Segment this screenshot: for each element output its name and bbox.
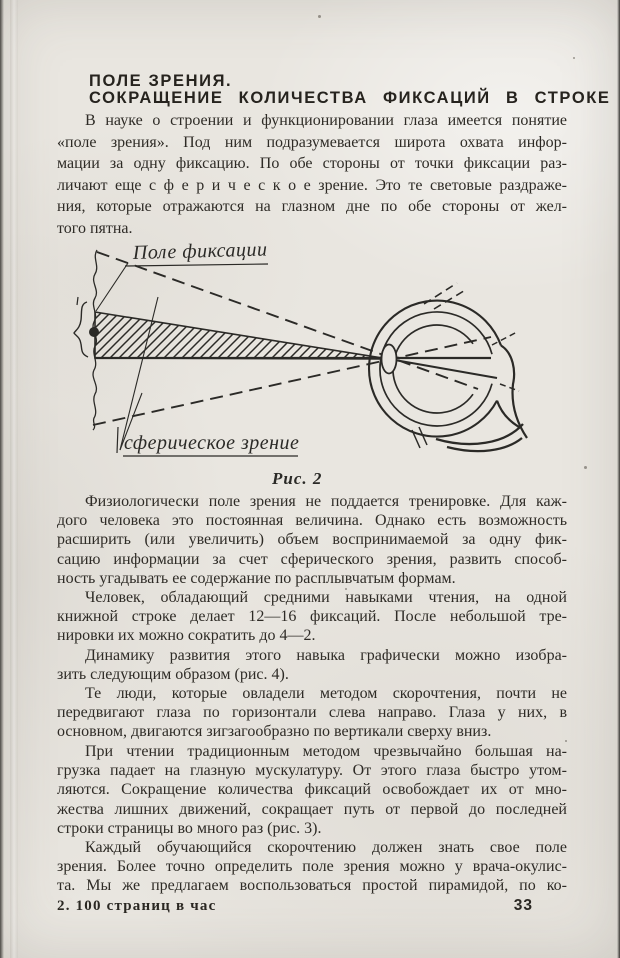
paragraph bbox=[57, 838, 567, 896]
text-line: Физиологически поле зрения не поддается тренировке. Для каж- bbox=[85, 493, 567, 510]
text-line: книжной строке делает 12—16 фиксаций. После небольшой тре- bbox=[57, 608, 567, 626]
eye-dash-marks-right bbox=[492, 332, 519, 391]
figure-label-spherical-vision: сферическое зрение bbox=[124, 432, 300, 454]
optic-nerve-curve-a bbox=[436, 424, 523, 444]
figure-eye-diagram bbox=[40, 234, 580, 496]
text-line: ляются. Сокращение количества фиксаций освобождает их от мно- bbox=[57, 781, 567, 799]
fixation-point-dot bbox=[89, 327, 99, 337]
figure-label-field-of-fixation: Поле фиксации bbox=[132, 238, 268, 264]
spherical-vision-upper-dashed-line bbox=[97, 252, 478, 389]
paper-speck bbox=[573, 57, 575, 59]
text-line: зрения. Более точно определить поле зрения можно у врача-окулис- bbox=[57, 858, 567, 876]
text-line: передвигают глаза по горизонтали слева направо. Глаза у них, в bbox=[57, 704, 567, 722]
eye-muscle-marks-bottom bbox=[412, 427, 427, 448]
brace-tick bbox=[77, 297, 78, 305]
text-line: Те люди, которые овладели методом скорочтения, почти не bbox=[85, 685, 567, 702]
eye-retina-wall bbox=[393, 325, 473, 413]
text-line: ность угадывать ее содержание по расплывчатым формам. bbox=[57, 569, 456, 587]
text-line: дого человека это постоянная величина. Однако есть возможность bbox=[57, 512, 567, 530]
figure-caption: Рис. 2 bbox=[272, 469, 323, 488]
label-leader-top bbox=[96, 263, 128, 311]
page-footer bbox=[57, 897, 533, 915]
section-heading-line1: ПОЛЕ ЗРЕНИЯ. bbox=[89, 72, 233, 90]
text-line: нировки их можно сократить до 4—2. bbox=[57, 627, 316, 645]
page-number: 33 bbox=[513, 897, 533, 914]
text-line: основном, двигаются зигзагообразно по вертикали сверху вниз. bbox=[57, 723, 492, 741]
text-line: того пятна. bbox=[57, 219, 133, 237]
eye-inner-wall bbox=[380, 312, 492, 426]
text-line: При чтении традиционным методом чрезвычайно большая на- bbox=[85, 743, 567, 760]
text-line: грузка падает на глазную мускулатуру. От этого глаза быстро утом- bbox=[57, 762, 567, 780]
text-line: «поле зрения». Под ним подразумевается широта охвата инфор- bbox=[57, 133, 567, 151]
fixation-brace bbox=[74, 302, 88, 357]
paper-speck bbox=[318, 15, 321, 18]
label-tick-bottom bbox=[117, 427, 118, 453]
text-line: Человек, обладающий средними навыками чтения, на одной bbox=[85, 589, 567, 606]
paragraph bbox=[57, 588, 567, 646]
text-line: В науке о строении и функционировании глаза имеется понятие bbox=[85, 112, 567, 129]
scan-edge-left bbox=[0, 0, 4, 958]
text-line: сацию информации за счет сферического зрения, развить способ- bbox=[57, 550, 567, 568]
label-underline-top bbox=[125, 264, 268, 266]
text-line: Динамику развития этого навыка графически можно изобра- bbox=[85, 647, 567, 664]
text-line: мации за одну фиксацию. По обе стороны от точки фиксации раз- bbox=[57, 155, 567, 173]
paper-crease bbox=[10, 0, 18, 958]
printers-signature: 2. 100 страниц в час bbox=[57, 898, 217, 914]
text-line: та. Мы же предлагаем воспользоваться простой пирамидой, по ко- bbox=[57, 877, 567, 895]
text-line: ния, которые отражаются на глазном дне по обе стороны от жел- bbox=[57, 198, 567, 216]
paragraph bbox=[57, 742, 567, 838]
text-line: строки страницы во много раз (рис. 3). bbox=[57, 819, 322, 837]
text-line: зить следующим образом (рис. 4). bbox=[57, 666, 289, 684]
paragraph bbox=[57, 684, 567, 742]
fixation-cone-hatched bbox=[95, 312, 389, 359]
paper-speck bbox=[584, 466, 587, 469]
text-line: жества лишних движений, сокращает путь от первой до последней bbox=[57, 800, 567, 818]
text-line: расширить (или увеличить) объем воспринимаемой за одну фик- bbox=[57, 531, 567, 549]
paragraph bbox=[57, 492, 567, 588]
paragraph bbox=[57, 646, 567, 684]
text-line: личают еще с ф е р и ч е с к о е зрение. Это те световые раздраже- bbox=[57, 176, 567, 194]
paragraph bbox=[57, 110, 567, 240]
cone-edge-continuation bbox=[389, 359, 497, 378]
text-line: Каждый обучающийся скорочтению должен знать свое поле bbox=[85, 839, 567, 856]
section-heading-line2: СОКРАЩЕНИЕ КОЛИЧЕСТВА ФИКСАЦИЙ В СТРОКЕ bbox=[89, 89, 611, 107]
eye-lens bbox=[382, 345, 397, 374]
